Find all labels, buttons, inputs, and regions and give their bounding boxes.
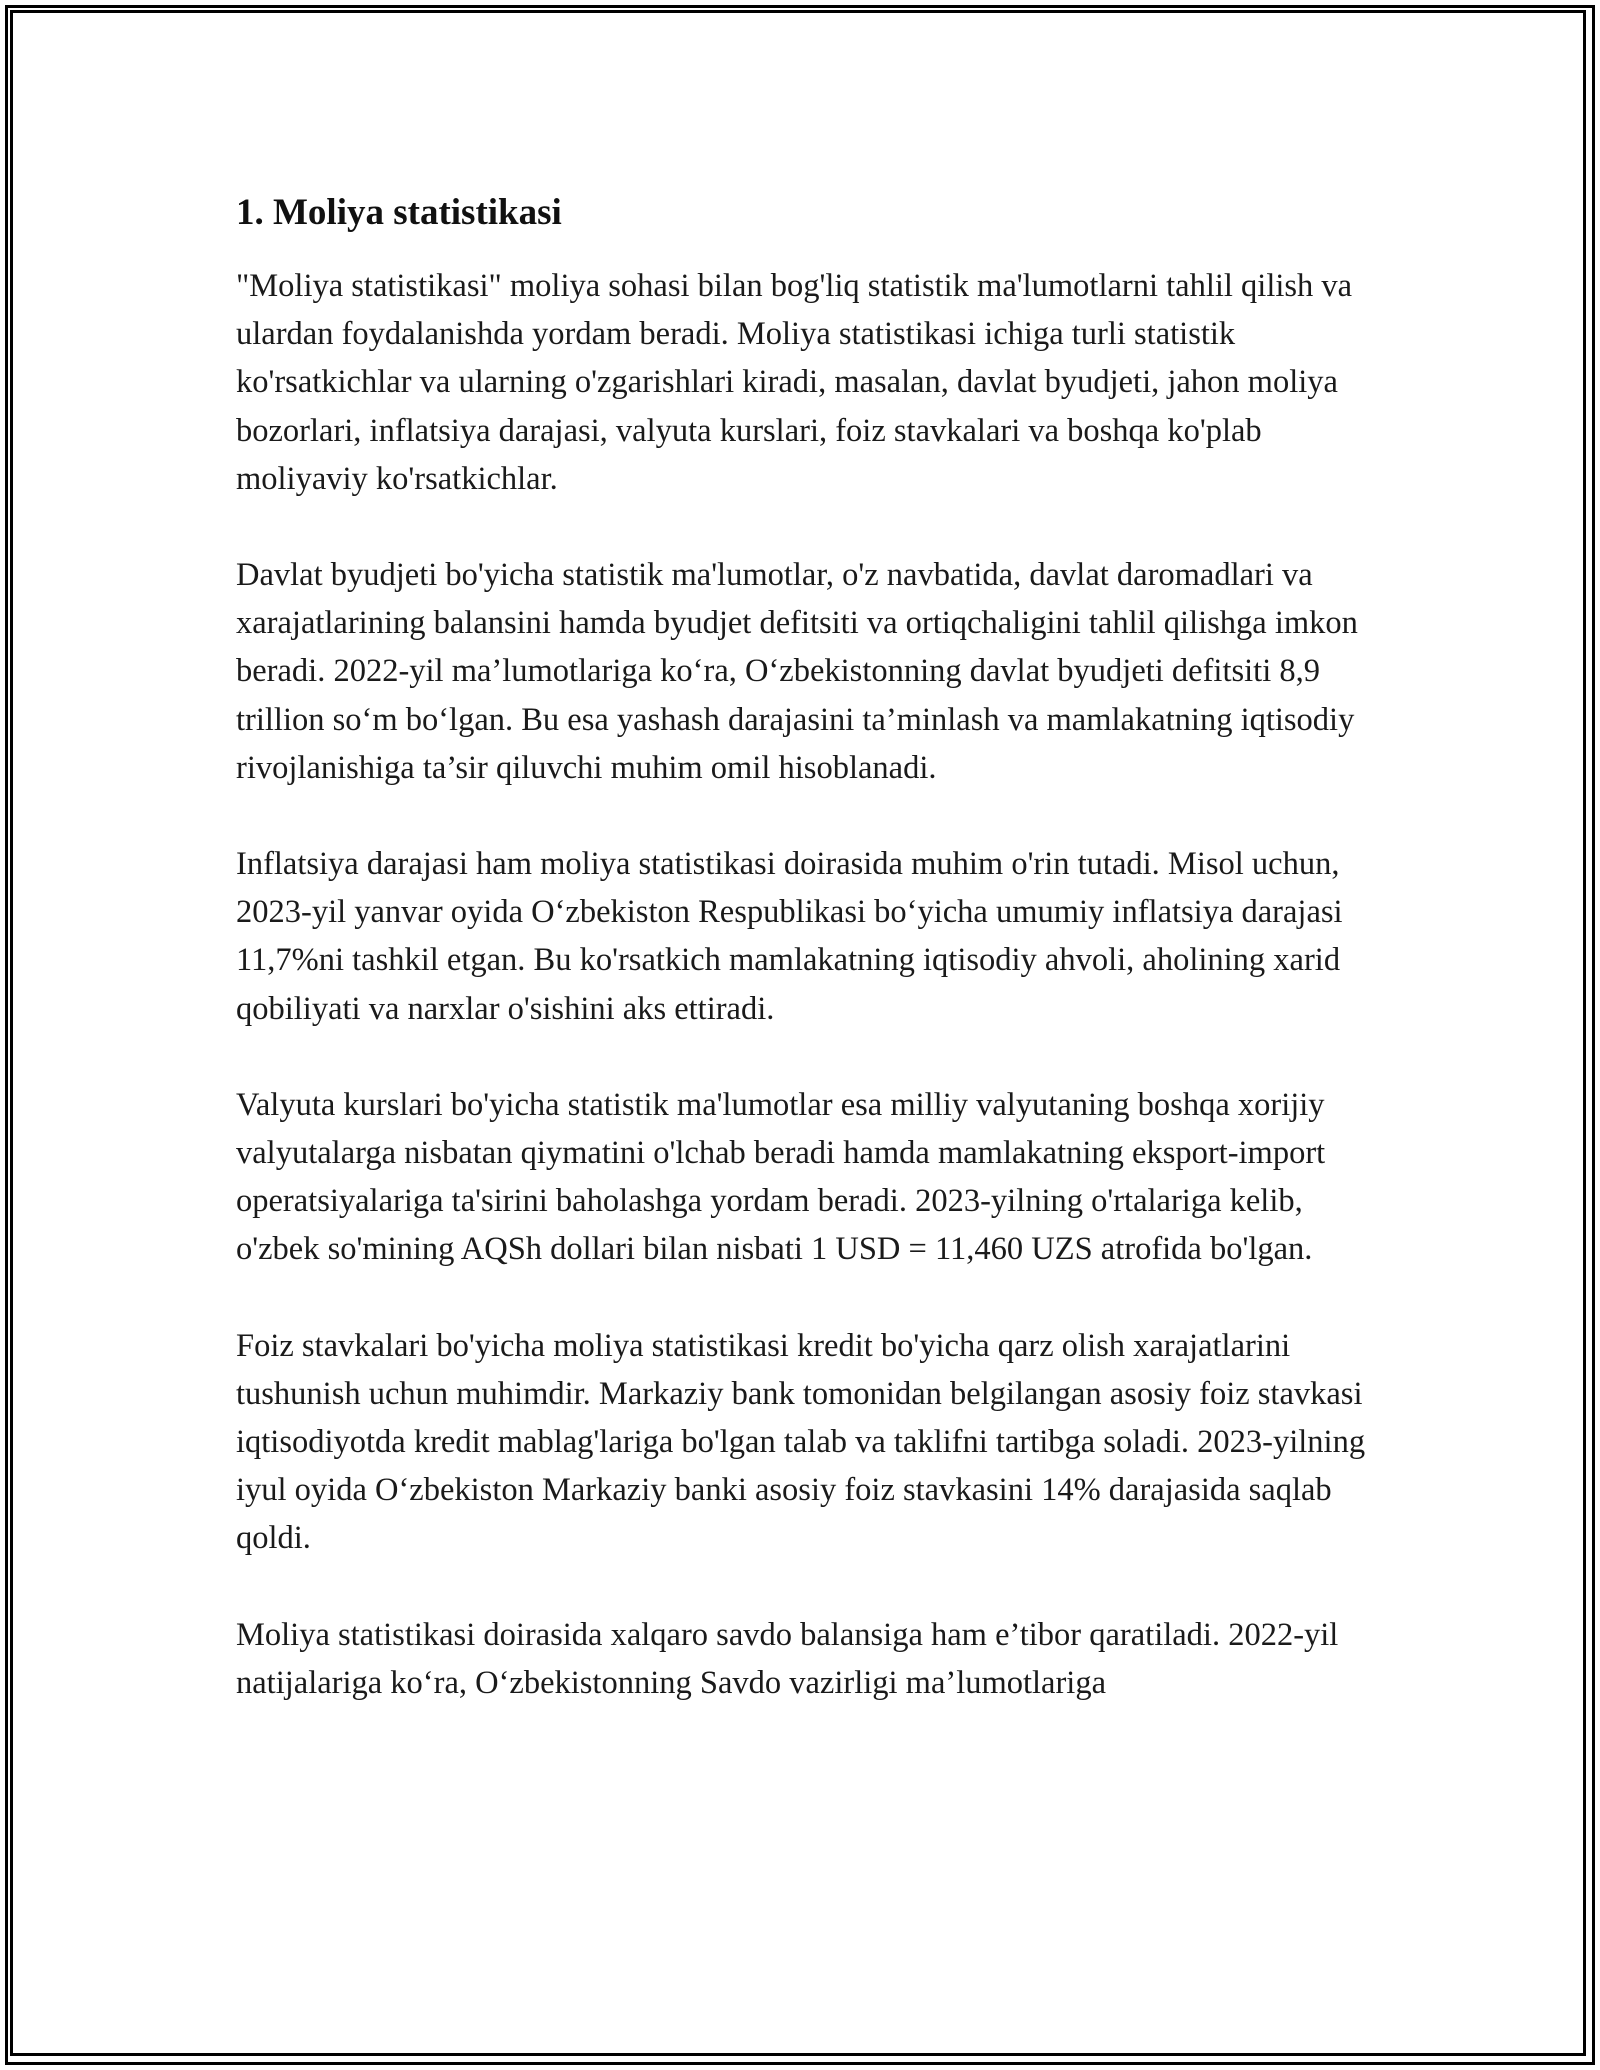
section-title: 1. Moliya statistikasi	[236, 192, 562, 233]
paragraph-inflation: Inflatsiya darajasi ham moliya statistikasi doirasida muhim o'rin tutadi. Misol uchun, 2023-yil yanvar oyida O‘zbekiston Respublikasi bo‘yicha umumiy inflatsiya darajasi 11,7%ni tashkil etgan. Bu ko'rsatkich mamlakatning iqtisodiy ahvoli, aholining xarid qobiliyati va narxlar o'sishini aks ettiradi.	[236, 846, 1343, 1027]
paragraph-interest-rates: Foiz stavkalari bo'yicha moliya statistikasi kredit bo'yicha qarz olish xarajatlarini tushunish uchun muhimdir. Markaziy bank tomonidan belgilangan asosiy foiz stavkasi iqtisodiyotda kredit mablag'lariga bo'lgan talab va taklifni tartibga soladi. 2023-yilning iyul oyida O‘zbekiston Markaziy banki asosiy foiz stavkasini 14% darajasida saqlab qoldi.	[236, 1327, 1366, 1557]
paragraph-exchange-rates: Valyuta kurslari bo'yicha statistik ma'lumotlar esa milliy valyutaning boshqa xorijiy valyutalarga nisbatan qiymatini o'lchab beradi hamda mamlakatning eksport-import operatsiyalariga ta'sirini baholashga yordam beradi. 2023-yilning o'rtalariga kelib, o'zbek so'mining AQSh dollari bilan nisbati 1 USD = 11,460 UZS atrofida bo'lgan.	[236, 1086, 1326, 1268]
paragraph-intro: "Moliya statistikasi" moliya sohasi bilan bog'liq statistik ma'lumotlarni tahlil qilish va ulardan foydalanishda yordam beradi. Moliya statistikasi ichiga turli statistik ko'rsatkichlar va ularning o'zgarishlari kiradi, masalan, davlat byudjeti, jahon moliya bozorlari, inflatsiya darajasi, valyuta kurslari, foiz stavkalari va boshqa ko'plab moliyaviy ko'rsatkichlar.	[236, 268, 1353, 497]
document-body	[236, 186, 1366, 1755]
paragraph-trade-balance: Moliya statistikasi doirasida xalqaro savdo balansiga ham e’tibor qaratiladi. 2022-yil natijalariga ko‘ra, O‘zbekistonning Savdo vazirligi ma’lumotlariga	[236, 1616, 1339, 1701]
paragraph-budget: Davlat byudjeti bo'yicha statistik ma'lumotlar, o'z navbatida, davlat daromadlari va xarajatlarining balansini hamda byudjet defitsiti va ortiqchaligini tahlil qilishga imkon beradi. 2022-yil ma’lumotlariga ko‘ra, O‘zbekistonning davlat byudjeti defitsiti 8,9 trillion so‘m bo‘lgan. Bu esa yashash darajasini ta’minlash va mamlakatning iqtisodiy rivojlanishiga ta’sir qiluvchi muhim omil hisoblanadi.	[236, 557, 1358, 786]
